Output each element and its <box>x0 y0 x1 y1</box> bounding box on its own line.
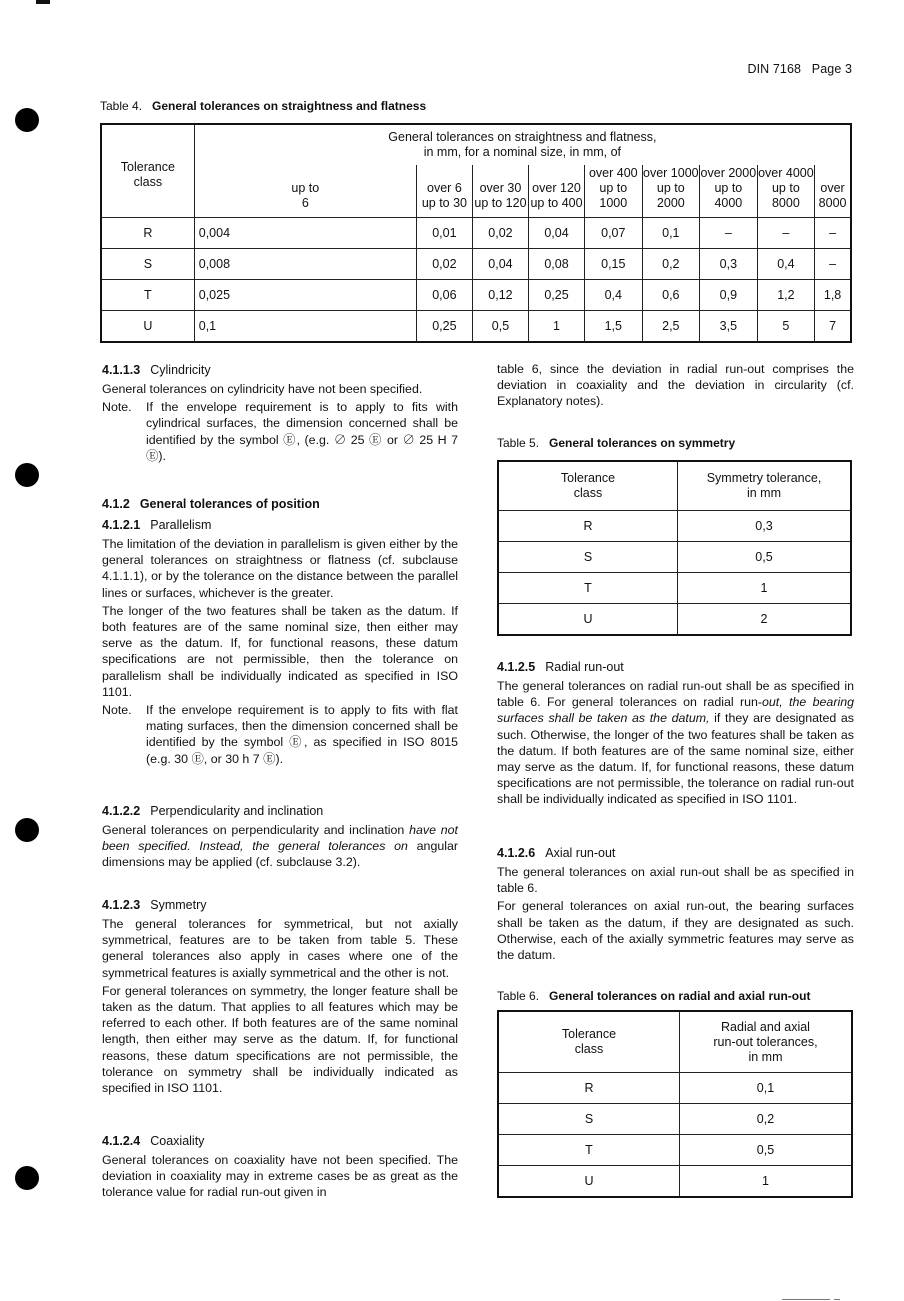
value-cell: 0,008 <box>194 249 416 280</box>
value-cell: 1,8 <box>815 280 851 311</box>
table5-number: Table 5. <box>497 436 540 450</box>
header-cell: Tolerance class <box>498 461 678 511</box>
class-cell: T <box>101 280 194 311</box>
page-header: DIN 7168 Page 3 <box>747 62 852 76</box>
section-heading: 4.1.2.4 Coaxiality <box>102 1134 205 1148</box>
value-cell: 0,3 <box>700 249 758 280</box>
section-4122 <box>102 803 458 873</box>
table6 <box>497 1010 853 1198</box>
section-4124 <box>102 1133 458 1203</box>
header-cell: Radial and axial run-out tolerances, in mm <box>680 1011 853 1073</box>
col-header: over 2000 up to 4000 <box>700 165 758 218</box>
table-row: U 1 <box>498 1166 852 1198</box>
col-header: over 400 up to 1000 <box>585 165 643 218</box>
paragraph: General tolerances on cylindricity have not been specified. <box>102 382 423 396</box>
table-row: T 1 <box>498 573 851 604</box>
value-cell: 0,04 <box>528 218 584 249</box>
section-4126 <box>497 845 854 965</box>
value-cell: 0,4 <box>585 280 643 311</box>
table5 <box>497 460 852 636</box>
table-row: S 0,2 <box>498 1104 852 1135</box>
table-row <box>101 249 851 280</box>
value-cell: 0,02 <box>416 249 472 280</box>
value-cell: 1,5 <box>585 311 643 343</box>
value-cell: 0,025 <box>194 280 416 311</box>
section-heading: 4.1.1.3 Cylindricity <box>102 363 211 377</box>
value-cell: 0,01 <box>416 218 472 249</box>
table-row: S 0,5 <box>498 542 851 573</box>
value-cell: 0,12 <box>472 280 528 311</box>
value-cell: 0,02 <box>472 218 528 249</box>
group-header-line2: in mm, for a nominal size, in mm, of <box>423 145 622 159</box>
value-cell: 1,2 <box>757 280 815 311</box>
section-heading: 4.1.2 General tolerances of position <box>102 497 320 511</box>
table4-number: Table 4. <box>100 99 143 113</box>
punch-hole-icon <box>15 818 39 842</box>
value-cell: – <box>700 218 758 249</box>
value-cell: 0,04 <box>472 249 528 280</box>
value-cell: 0,6 <box>642 280 700 311</box>
value-cell: – <box>815 249 851 280</box>
value-cell: 0,25 <box>416 311 472 343</box>
table6-caption <box>497 989 810 1003</box>
table4-title: General tolerances on straightness and flatness <box>152 99 427 113</box>
header-cell: Tolerance class <box>498 1011 680 1073</box>
section-heading: 4.1.2.6 Axial run-out <box>497 846 616 860</box>
class-cell: S <box>101 249 194 280</box>
note: Note. If the envelope requirement is to apply to fits with cylindrical surfaces, the dimension concerned shall be identified by the symbol Ⓔ, (e.g. ∅ 25 Ⓔ or ∅ 25 H 7 Ⓔ). <box>102 400 458 463</box>
section-4124-continued <box>497 361 854 412</box>
value-cell: 0,15 <box>585 249 643 280</box>
table4-caption <box>100 99 426 113</box>
paragraph: The general tolerances on radial run-out shall be as specified in table 6. For general tolerances on radial run-out, the bearing surfaces shall be taken as the datum, if they are designated as such. Otherwise, the longer of the two features shall be taken as the datum. If both features are of the same nominal size, either may serve as the datum. If, for functional reasons, these datum specifications are not permissible, the tolerance on radial run-out shall be individually indicated as specified in ISO 1101. <box>497 679 854 807</box>
paragraph: For general tolerances on axial run-out, the bearing surfaces shall be taken as the datum, if they are designated as such. Otherwise, each of the axially symmetric features may serve as the datum. <box>497 899 854 963</box>
paragraph: General tolerances on perpendicularity and inclination have not been specified. Instead, the general tolerances on angular dimensions may be applied (cf. subclause 3.2). <box>102 823 458 870</box>
col-header: over 4000 up to 8000 <box>757 165 815 218</box>
footer-rule <box>834 1299 840 1300</box>
table-row: U 2 <box>498 604 851 636</box>
value-cell: 0,06 <box>416 280 472 311</box>
table-row <box>101 218 851 249</box>
section-heading: 4.1.2.3 Symmetry <box>102 898 207 912</box>
paragraph: For general tolerances on symmetry, the longer feature shall be taken as the datum. That applies to all features which may be referred to each other. If both features are of the same nominal length, then either may serve as the datum. If, for functional reasons, these datum specifications are not permissible, the tolerance on symmetry shall be individually indicated as specified in ISO 1101. <box>102 983 458 1096</box>
col-header: over 6 up to 30 <box>416 165 472 218</box>
class-cell: U <box>101 311 194 343</box>
table-row <box>101 280 851 311</box>
value-cell: 0,4 <box>757 249 815 280</box>
paragraph: The general tolerances on axial run-out shall be as specified in table 6. <box>497 865 854 896</box>
table4-row-header <box>101 124 194 218</box>
section-heading: 4.1.2.5 Radial run-out <box>497 660 624 674</box>
section-412 <box>102 496 458 512</box>
col-header: over 120 up to 400 <box>528 165 584 218</box>
footer-rule <box>782 1299 830 1300</box>
punch-hole-icon <box>15 1166 39 1190</box>
table4 <box>100 123 852 343</box>
paragraph: The limitation of the deviation in parallelism is given either by the general tolerances on straightness or flatness (cf. subclause 4.1.1.1), or by the tolerance on the distance between the parallel lines or surfaces, whichever is the greater. <box>102 537 458 600</box>
header-cell: Symmetry tolerance, in mm <box>678 461 852 511</box>
table-row: R 0,1 <box>498 1073 852 1104</box>
section-4125 <box>497 659 854 810</box>
value-cell: 2,5 <box>642 311 700 343</box>
paragraph: table 6, since the deviation in radial run-out comprises the deviation in coaxiality and the deviation in circularity (cf. Explanatory notes). <box>497 362 854 409</box>
punch-hole-icon <box>15 108 39 132</box>
paragraph: The longer of the two features shall be taken as the datum. If both features are of the same nominal size, then either may serve as the datum. If, for functional reasons, these datum specifications are not permissible, then the tolerance on parallelism shall be individually indicated as specified in ISO 1101. <box>102 603 458 699</box>
value-cell: 5 <box>757 311 815 343</box>
table5-caption <box>497 436 735 450</box>
value-cell: 7 <box>815 311 851 343</box>
table-row <box>101 311 851 343</box>
group-header-line1: General tolerances on straightness and flatness, <box>388 130 657 144</box>
value-cell: 1 <box>528 311 584 343</box>
table-row: R 0,3 <box>498 511 851 542</box>
value-cell: 0,5 <box>472 311 528 343</box>
section-4123 <box>102 897 458 1098</box>
tolerance-class-label: Tolerance class <box>120 160 175 189</box>
section-heading: 4.1.2.1 Parallelism <box>102 518 212 532</box>
col-header: over 30 up to 120 <box>472 165 528 218</box>
table4-group-header <box>194 124 851 165</box>
table-row: T 0,5 <box>498 1135 852 1166</box>
col-header: up to 6 <box>194 165 416 218</box>
note: Note. If the envelope requirement is to apply to fits with flat mating surfaces, then the dimension concerned shall be identified by the symbol Ⓔ, as specified in ISO 8015 (e.g. 30 Ⓔ, or 30 h 7 Ⓔ). <box>102 703 458 766</box>
value-cell: 0,25 <box>528 280 584 311</box>
value-cell: 0,2 <box>642 249 700 280</box>
value-cell: 0,08 <box>528 249 584 280</box>
col-header: over 1000 up to 2000 <box>642 165 700 218</box>
table6-number: Table 6. <box>497 989 540 1003</box>
table5-title: General tolerances on symmetry <box>549 436 736 450</box>
value-cell: 0,9 <box>700 280 758 311</box>
value-cell: 0,1 <box>194 311 416 343</box>
value-cell: – <box>815 218 851 249</box>
section-4121 <box>102 517 458 769</box>
table6-title: General tolerances on radial and axial run-out <box>549 989 811 1003</box>
section-heading: 4.1.2.2 Perpendicularity and inclination <box>102 804 324 818</box>
value-cell: – <box>757 218 815 249</box>
class-cell: R <box>101 218 194 249</box>
value-cell: 0,07 <box>585 218 643 249</box>
section-4113 <box>102 362 458 466</box>
punch-hole-icon <box>15 463 39 487</box>
scan-mark <box>36 0 50 4</box>
value-cell: 0,004 <box>194 218 416 249</box>
value-cell: 3,5 <box>700 311 758 343</box>
col-header: over 8000 <box>815 165 851 218</box>
value-cell: 0,1 <box>642 218 700 249</box>
paragraph: General tolerances on coaxiality have not been specified. The deviation in coaxiality may in extreme cases be as great as the tolerance value for radial run-out given in <box>102 1153 458 1200</box>
paragraph: The general tolerances for symmetrical, but not axially symmetrical, features are to be taken from table 5. These general tolerances also apply in cases where one of the symmetrical features is axially symmetrical and the other is not. <box>102 917 458 980</box>
